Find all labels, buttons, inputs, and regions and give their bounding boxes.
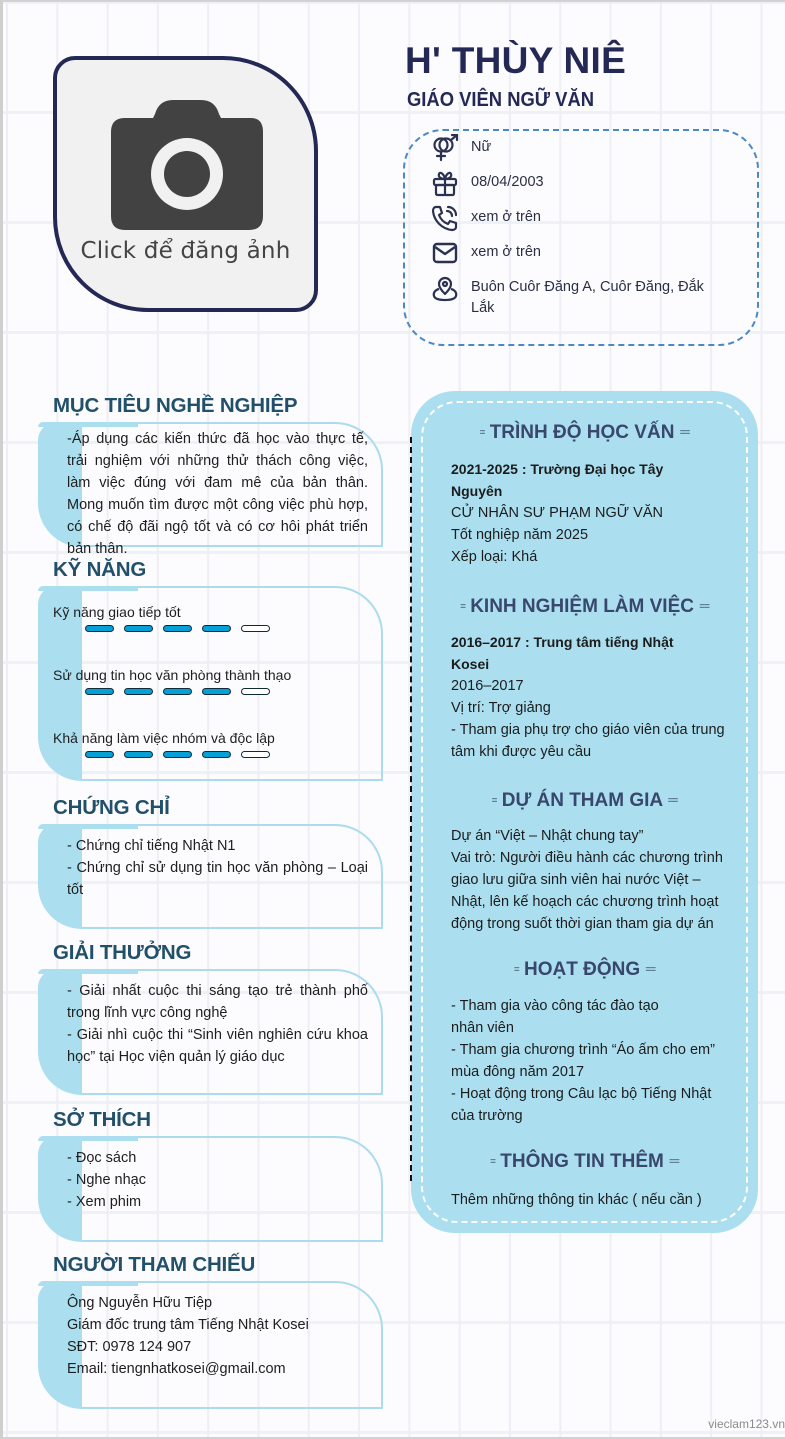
section-accent-strip <box>38 422 138 427</box>
rating-segment-filled <box>202 625 231 632</box>
section-title-projects[interactable]: = DỰ ÁN THAM GIA == <box>491 790 678 811</box>
reference-line: Ông Nguyễn Hữu Tiệp <box>67 1295 213 1311</box>
title-deco-left: = <box>479 427 485 439</box>
gender-icon <box>431 134 459 162</box>
section-title[interactable]: CHỨNG CHỈ <box>53 796 170 819</box>
section-accent-strip <box>38 824 138 829</box>
contact-gender[interactable] <box>431 134 716 162</box>
skill-name: Sử dụng tin học văn phòng thành thạo <box>53 667 292 683</box>
section-title[interactable]: KỸ NĂNG <box>53 558 147 581</box>
contact-email[interactable] <box>431 239 716 267</box>
section-title-education[interactable]: = TRÌNH ĐỘ HỌC VẤN == <box>479 422 690 443</box>
skill-name: Kỹ năng giao tiếp tốt <box>53 604 181 620</box>
activity-line: - Hoạt động trong Câu lạc bộ Tiếng Nhật của trường <box>451 1086 712 1124</box>
section-accent-strip <box>38 969 138 974</box>
project-line: Dự án “Việt – Nhật chung tay” <box>451 828 644 844</box>
section-objective <box>38 394 383 557</box>
title-deco-right: == <box>699 601 709 613</box>
education-content[interactable] <box>451 458 681 568</box>
experience-line: 2016–2017 <box>451 678 524 694</box>
contact-phone[interactable] <box>431 204 716 232</box>
education-line: CỬ NHÂN SƯ PHẠM NGỮ VĂN <box>451 505 663 521</box>
rating-segment-empty <box>241 751 270 758</box>
location-icon <box>431 274 459 302</box>
reference-line: Giám đốc trung tâm Tiếng Nhật Kosei <box>67 1317 309 1333</box>
rating-segment-empty <box>241 688 270 695</box>
reference-line: SĐT: 0978 124 907 <box>67 1339 192 1355</box>
skill-name: Khả năng làm việc nhóm và độc lập <box>53 730 275 746</box>
hobbies-text[interactable] <box>67 1147 368 1213</box>
section-accent-strip <box>38 1281 138 1286</box>
rating-segment-filled <box>85 625 114 632</box>
title-deco-right: == <box>679 427 690 439</box>
section-title[interactable]: NGƯỜI THAM CHIẾU <box>53 1253 256 1276</box>
project-line: Vai trò: Người điều hành các chương trình giao lưu giữa sinh viên hai nước Việt – Nhật, lên kế hoạch các chương trình hoạt động trong suốt thời gian tham gia dự án <box>451 850 723 932</box>
activity-line: - Tham gia vào công tác đào tạo nhân viên <box>451 998 659 1036</box>
section-title-activities[interactable]: = HOẠT ĐỘNG == <box>513 959 656 980</box>
rating-segment-filled <box>163 688 192 695</box>
skills-list <box>53 601 368 790</box>
section-accent-strip <box>38 586 138 591</box>
photo-upload[interactable] <box>53 56 318 312</box>
experience-content[interactable] <box>451 631 741 763</box>
awards-text[interactable] <box>67 980 368 1068</box>
photo-upload-label: Click để đăng ảnh <box>80 238 291 264</box>
rating-segment-filled <box>124 688 153 695</box>
section-title[interactable]: SỞ THÍCH <box>53 1108 151 1131</box>
certificate-line: - Chứng chỉ tiếng Nhật N1 <box>67 838 236 854</box>
section-title-extra[interactable]: = THÔNG TIN THÊM == <box>490 1151 679 1172</box>
rating-segment-filled <box>163 625 192 632</box>
birthday-value: 08/04/2003 <box>471 174 544 190</box>
section-certificates <box>38 796 383 929</box>
gift-icon <box>431 169 459 197</box>
education-line: Xếp loại: Khá <box>451 549 538 565</box>
section-title-experience[interactable]: = KINH NGHIỆM LÀM VIỆC == <box>460 596 709 617</box>
objective-text[interactable]: -Áp dụng các kiến thức đã học vào thực tế, trải nghiệm với những thử thách công việc, làm việc đúng với đam mê của bản thân. Mong muốn tìm được một công việc phù hợp, có chế độ đãi ngộ tốt và có cơ hôi phát triển bản thân. <box>67 431 368 557</box>
gender-value: Nữ <box>471 139 492 155</box>
section-title[interactable]: GIẢI THƯỞNG <box>53 941 192 964</box>
section-accent-strip <box>38 1136 138 1141</box>
education-line: Tốt nghiệp năm 2025 <box>451 527 589 543</box>
section-title[interactable]: MỤC TIÊU NGHỀ NGHIỆP <box>53 394 298 417</box>
section-hobbies <box>38 1108 383 1242</box>
skill-item[interactable] <box>53 664 368 695</box>
reference-line: Email: tiengnhatkosei@gmail.com <box>67 1361 286 1377</box>
watermark: vieclam123.vn <box>708 1417 785 1431</box>
skill-rating <box>85 688 368 695</box>
email-value: xem ở trên <box>471 244 541 260</box>
mail-icon <box>431 239 459 267</box>
hobby-line: - Đọc sách <box>67 1150 137 1166</box>
title-deco-left: = <box>460 601 465 613</box>
projects-content[interactable] <box>451 825 731 935</box>
title-deco-right: == <box>669 1156 679 1168</box>
hobby-line: - Nghe nhạc <box>67 1172 146 1188</box>
skill-item[interactable] <box>53 601 368 632</box>
phone-icon <box>431 204 459 232</box>
job-title[interactable]: GIÁO VIÊN NGỮ VĂN <box>407 89 595 111</box>
skill-rating <box>85 751 368 758</box>
award-line: - Giải nhì cuộc thi “Sinh viên nghiên cứu khoa học” tại Học viện quản lý giáo dục <box>67 1027 368 1065</box>
contact-address[interactable] <box>431 274 716 319</box>
hobby-line: - Xem phim <box>67 1194 142 1210</box>
rating-segment-filled <box>202 751 231 758</box>
references-text[interactable] <box>67 1292 368 1380</box>
title-deco-right: == <box>645 964 656 976</box>
rating-segment-empty <box>241 625 270 632</box>
skill-rating <box>85 625 368 632</box>
extra-content[interactable]: Thêm những thông tin khác ( nếu cần ) <box>451 1192 702 1208</box>
rating-segment-filled <box>124 751 153 758</box>
camera-icon <box>111 98 263 230</box>
title-deco-right: == <box>667 795 678 807</box>
experience-line: Vị trí: Trợ giảng <box>451 700 551 716</box>
experience-heading: 2016–2017 : Trung tâm tiếng Nhật Kosei <box>451 634 674 672</box>
activities-content[interactable] <box>451 995 721 1127</box>
experience-line: - Tham gia phụ trợ cho giáo viên của trung tâm khi được yêu cầu <box>451 722 725 760</box>
section-references <box>38 1253 383 1409</box>
rating-segment-filled <box>124 625 153 632</box>
rating-segment-filled <box>85 688 114 695</box>
education-heading: 2021-2025 : Trường Đại học Tây Nguyên <box>451 461 664 499</box>
title-deco-left: = <box>491 795 497 807</box>
rating-segment-filled <box>202 688 231 695</box>
certificates-text[interactable] <box>67 835 368 901</box>
contact-birthday[interactable] <box>431 169 716 197</box>
rating-segment-filled <box>163 751 192 758</box>
award-line: - Giải nhất cuộc thi sáng tạo trẻ thành phố trong lĩnh vực công nghệ <box>67 983 368 1021</box>
certificate-line: - Chứng chỉ sử dụng tin học văn phòng – Loại tốt <box>67 860 368 898</box>
section-awards <box>38 941 383 1095</box>
title-deco-left: = <box>490 1156 495 1168</box>
section-skills <box>38 558 383 781</box>
title-deco-left: = <box>513 964 519 976</box>
address-value: Buôn Cuôr Đăng A, Cuôr Đăng, Đắk Lắk <box>471 279 704 316</box>
rating-segment-filled <box>85 751 114 758</box>
activity-line: - Tham gia chương trình “Áo ấm cho em” mùa đông năm 2017 <box>451 1042 715 1080</box>
candidate-name[interactable]: H' THÙY NIÊ <box>405 40 627 81</box>
right-panel <box>411 391 758 1233</box>
phone-value: xem ở trên <box>471 209 541 225</box>
skill-item[interactable] <box>53 727 368 758</box>
